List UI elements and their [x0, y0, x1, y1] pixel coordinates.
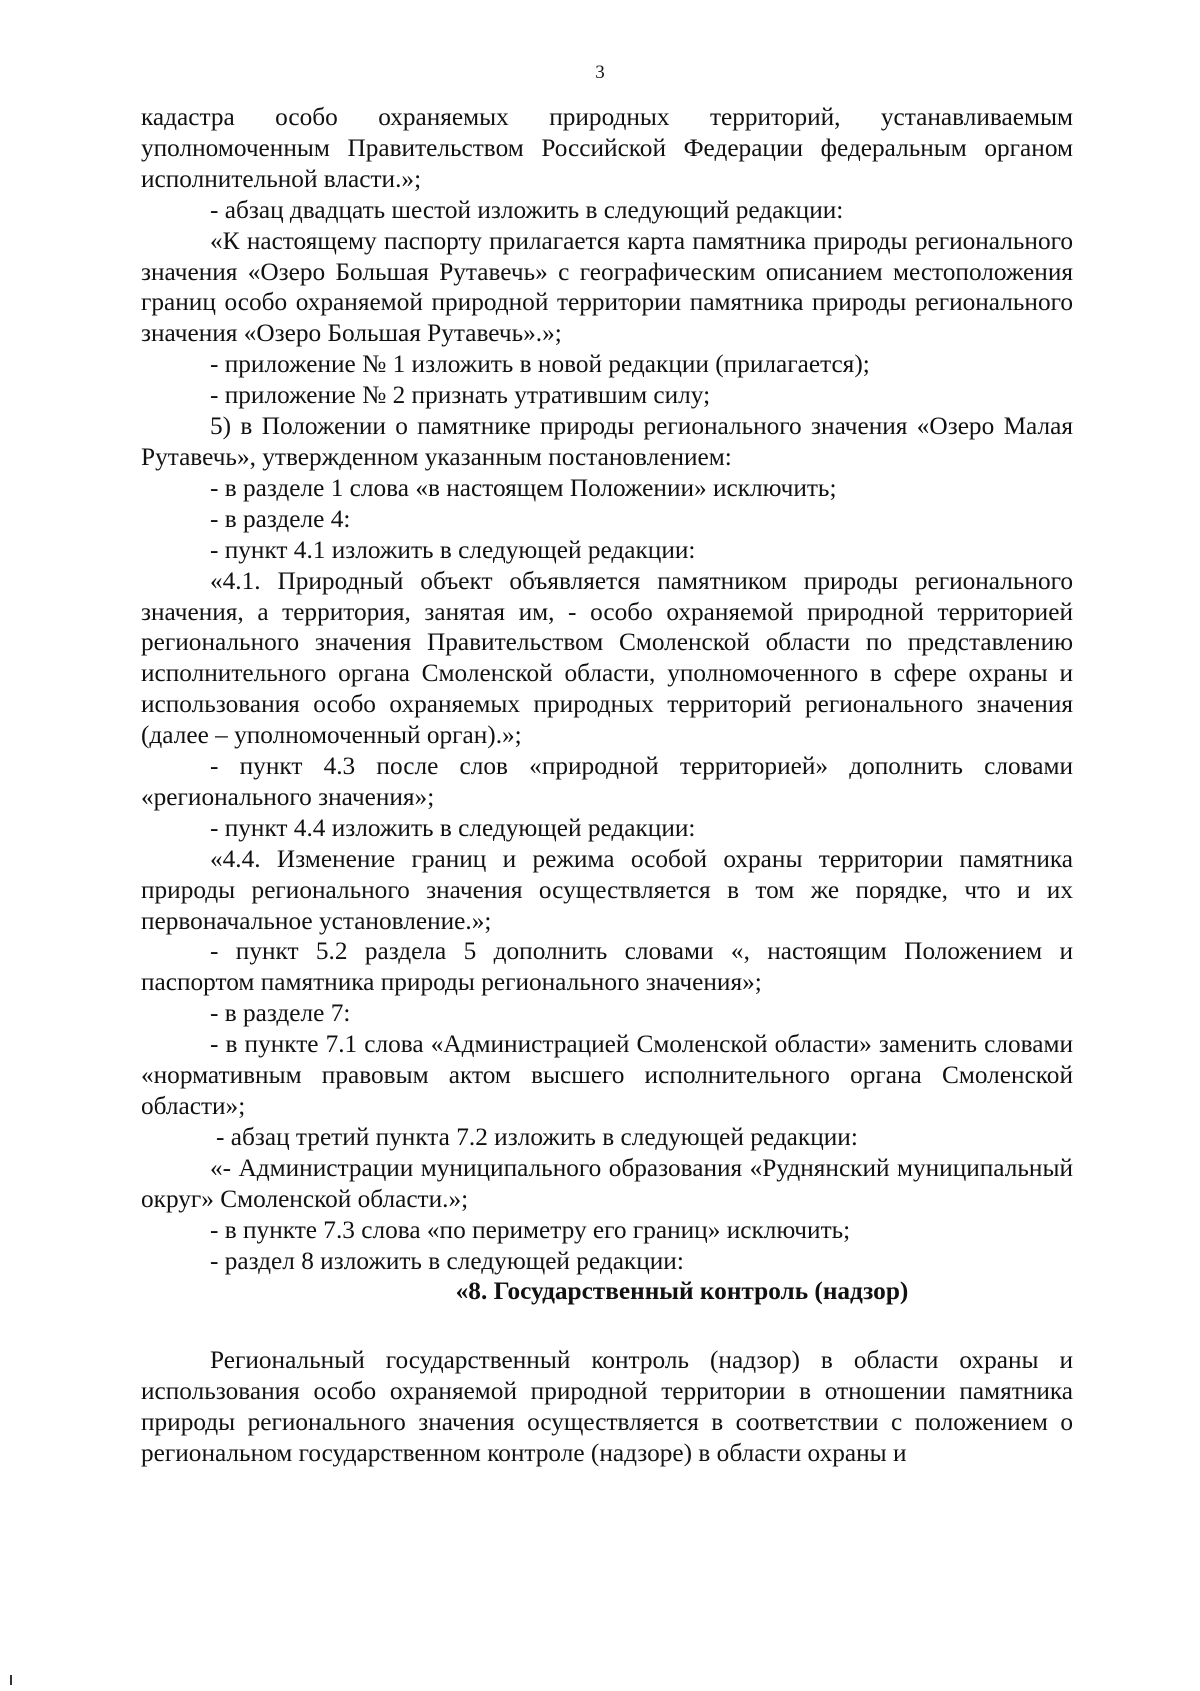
spacer [141, 1307, 1073, 1345]
paragraph: - в разделе 7: [210, 999, 351, 1028]
scan-mark [10, 1675, 12, 1685]
paragraph: «4.4. Изменение границ и режима особой охраны территории памятника природы регионального значения осуществляется в том же порядке, что и их первоначальное установление.»; [141, 844, 1073, 935]
section-heading: «8. Государственный контроль (надзор) [455, 1277, 909, 1306]
paragraph: - в разделе 1 слова «в настоящем Положении» исключить; [210, 473, 837, 502]
paragraph: - в пункте 7.3 слова «по периметру его границ» исключить; [210, 1215, 851, 1244]
paragraph: - пункт 4.3 после слов «природной территорией» дополнить словами «регионального значения»; [141, 752, 1073, 811]
paragraph: - в разделе 4: [210, 504, 351, 533]
paragraph: - абзац двадцать шестой изложить в следующий редакции: [210, 195, 844, 224]
paragraph: «- Администрации муниципального образования «Руднянский муниципальный округ» Смоленской области.»; [141, 1153, 1073, 1213]
paragraph: 5) в Положении о памятнике природы регионального значения «Озеро Малая Рутавечь», утвержденном указанным постановлением: [141, 412, 1073, 471]
paragraph: - абзац третий пункта 7.2 изложить в следующей редакции: [216, 1122, 858, 1151]
document-body [141, 102, 1073, 1469]
paragraph: - раздел 8 изложить в следующей редакции: [210, 1246, 684, 1275]
paragraph: - пункт 4.4 изложить в следующей редакции: [210, 813, 696, 842]
paragraph: - приложение № 1 изложить в новой редакции (прилагается); [210, 350, 870, 379]
paragraph: - пункт 5.2 раздела 5 дополнить словами «, настоящим Положением и паспортом памятника природы регионального значения»; [141, 937, 1073, 997]
paragraph: Региональный государственный контроль (надзор) в области охраны и использования особо охраняемой природной территории в отношении памятника природы регионального значения осуществляется в соответствии с положением о региональном государственном контроле (надзоре) в области охраны и [141, 1346, 1073, 1468]
paragraph: «К настоящему паспорту прилагается карта памятника природы регионального значения «Озеро Большая Рутавечь» с географическим описанием местоположения границ особо охраняемой природной территории памятника природы регионального значения «Озеро Большая Рутавечь».»; [141, 226, 1073, 348]
paragraph: - приложение № 2 признать утратившим силу; [210, 381, 711, 410]
paragraph: кадастра особо охраняемых природных территорий, устанавливаемым уполномоченным Правительством Российской Федерации федеральным органом исполнительной власти.»; [141, 103, 1073, 193]
paragraph: - пункт 4.1 изложить в следующей редакции: [210, 535, 696, 564]
paragraph: «4.1. Природный объект объявляется памятником природы регионального значения, а территория, занятая им, - особо охраняемой природной территорией регионального значения Правительством Смоленской области по представлению исполнительного органа Смоленской области, уполномоченного в сфере охраны и использования особо охраняемых природных территорий регионального значения (далее – уполномоченный орган).»; [141, 566, 1073, 750]
paragraph: - в пункте 7.1 слова «Администрацией Смоленской области» заменить словами «нормативным правовым актом высшего исполнительного органа Смоленской области»; [141, 1030, 1073, 1120]
page-number: 3 [595, 62, 605, 83]
